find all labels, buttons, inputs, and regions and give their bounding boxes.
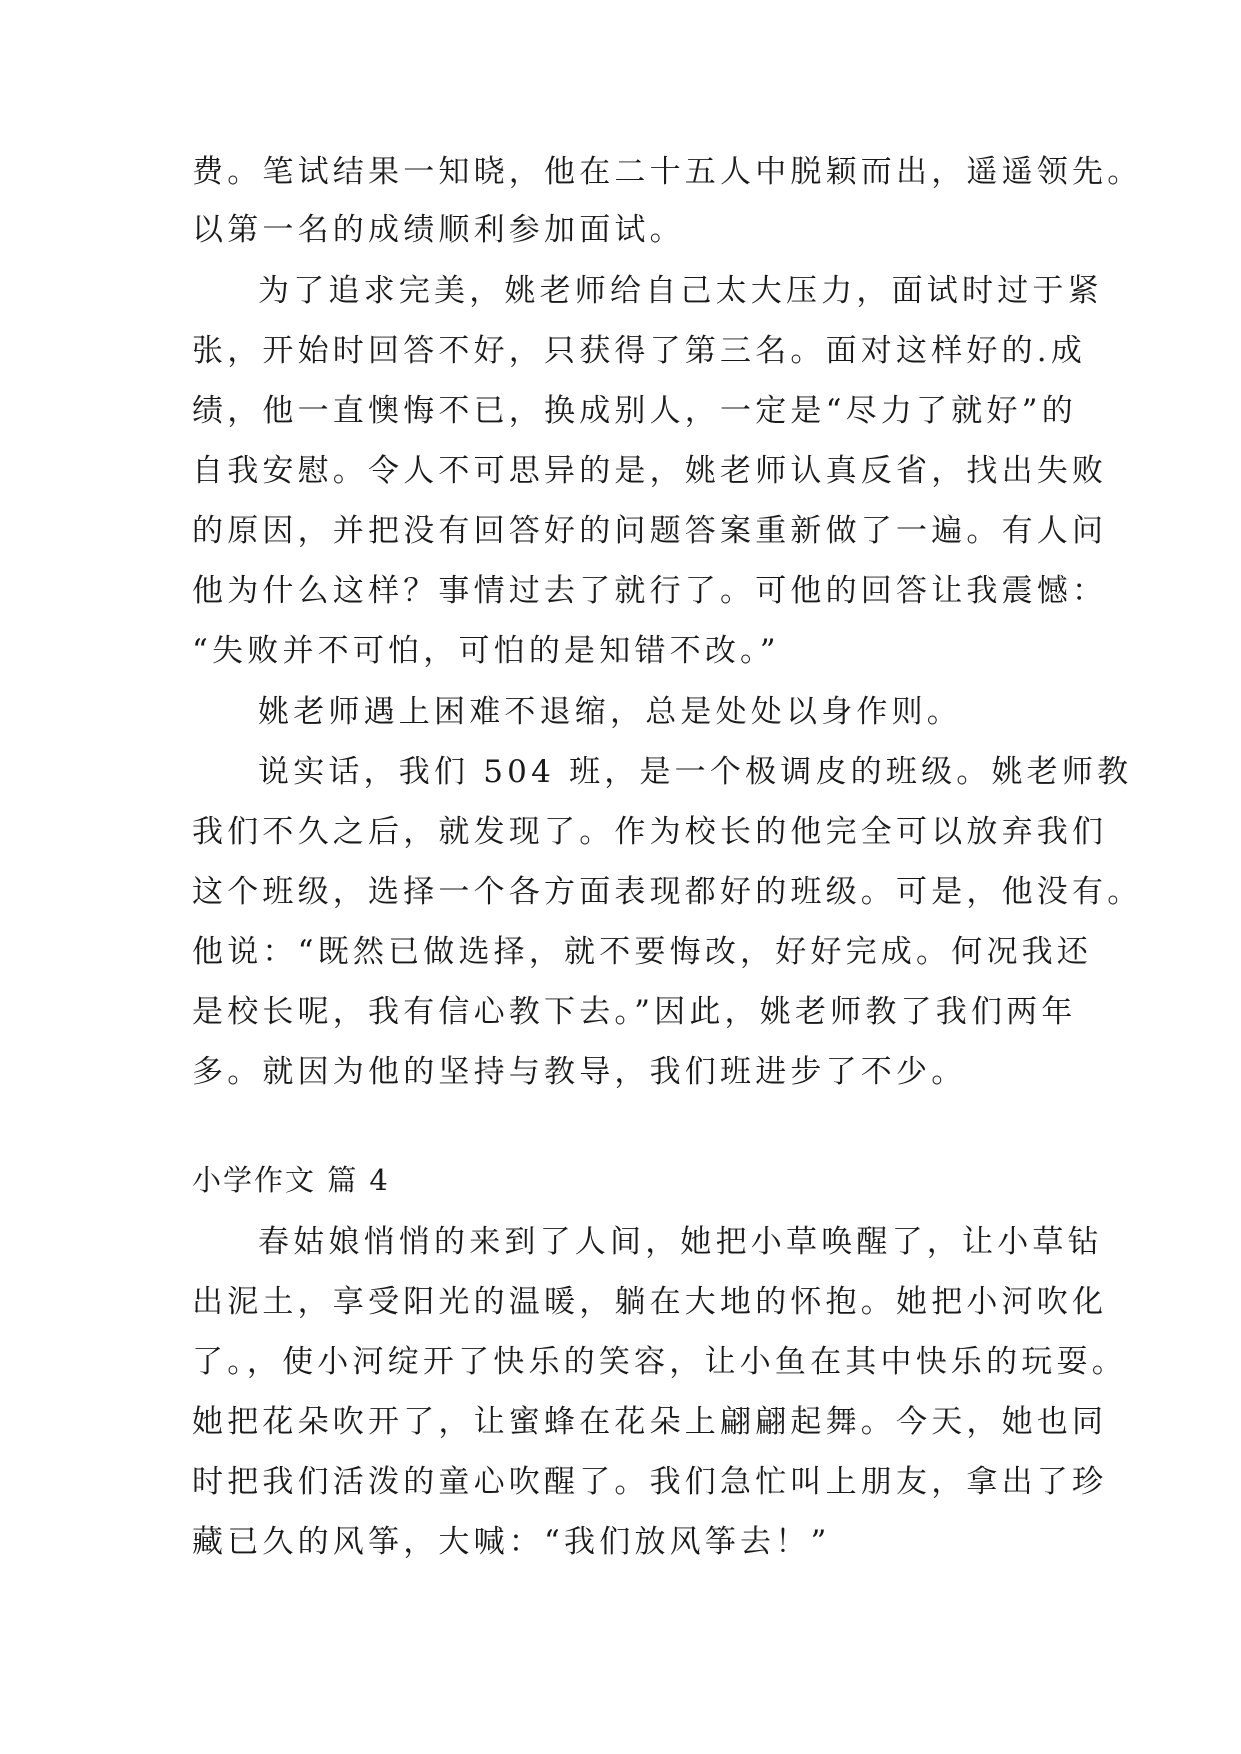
- paragraph-line: 的原因，并把没有回答好的问题答案重新做了一遍。有人问: [192, 513, 1108, 549]
- paragraph-line: 藏已久的风筝，大喊：“我们放风筝去！”: [192, 1524, 831, 1560]
- paragraph-line: 自我安慰。令人不可思异的是，姚老师认真反省，找出失败: [192, 453, 1108, 489]
- paragraph-line: 绩，他一直懊悔不已，换成别人，一定是“尽力了就好”的: [192, 393, 1077, 429]
- paragraph-line: “失败并不可怕，可怕的是知错不改。”: [192, 633, 780, 669]
- paragraph-line: 她把花朵吹开了，让蜜蜂在花朵上翩翩起舞。今天，她也同: [192, 1404, 1108, 1440]
- paragraph-line: 这个班级，选择一个各方面表现都好的班级。可是，他没有。: [192, 874, 1143, 910]
- paragraph-line: 张，开始时回答不好，只获得了第三名。面对这样好的.成: [192, 333, 1087, 369]
- paragraph-line: 多。就因为他的坚持与教导，我们班进步了不少。: [192, 1054, 967, 1090]
- paragraph-line: 春姑娘悄悄的来到了人间，她把小草唤醒了，让小草钻: [258, 1224, 1103, 1260]
- section-heading: 小学作文 篇 4: [192, 1163, 390, 1197]
- paragraph-line: 他说：“既然已做选择，就不要悔改，好好完成。何况我还: [192, 934, 1093, 970]
- paragraph-line: 我们不久之后，就发现了。作为校长的他完全可以放弃我们: [192, 814, 1108, 850]
- paragraph-line: 时把我们活泼的童心吹醒了。我们急忙叫上朋友，拿出了珍: [192, 1464, 1108, 1500]
- paragraph-line: 说实话，我们 504 班，是一个极调皮的班级。姚老师教: [258, 754, 1133, 790]
- paragraph-line: 费。笔试结果一知晓，他在二十五人中脱颖而出，遥遥领先。: [192, 154, 1143, 190]
- paragraph-line: 他为什么这样？事情过去了就行了。可他的回答让我震憾：: [192, 573, 1108, 609]
- paragraph-line: 为了追求完美，姚老师给自己太大压力，面试时过于紧: [258, 273, 1103, 309]
- paragraph-line: 是校长呢，我有信心教下去。”因此，姚老师教了我们两年: [192, 994, 1077, 1030]
- paragraph-line: 以第一名的成绩顺利参加面试。: [192, 212, 685, 248]
- paragraph-line: 姚老师遇上困难不退缩，总是处处以身作则。: [258, 694, 962, 730]
- paragraph-line: 了。，使小河绽开了快乐的笑容，让小鱼在其中快乐的玩耍。: [192, 1344, 1127, 1380]
- paragraph-line: 出泥土，享受阳光的温暖，躺在大地的怀抱。她把小河吹化: [192, 1284, 1108, 1320]
